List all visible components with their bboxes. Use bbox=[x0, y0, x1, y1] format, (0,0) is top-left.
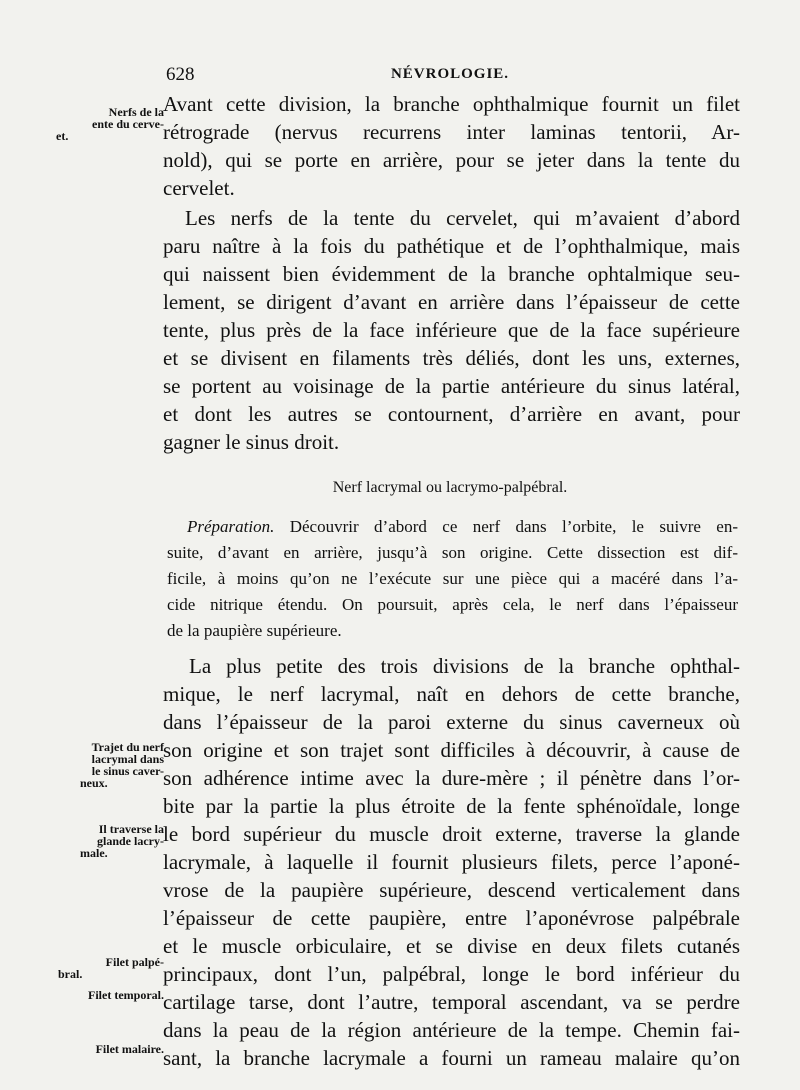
text-line: et le muscle orbiculaire, et se divise en deux filets cutanés bbox=[163, 934, 740, 958]
margin-note-trajet bbox=[44, 741, 164, 789]
margin-note-malaire bbox=[44, 1043, 164, 1055]
margin-note-line: glande lacry- bbox=[97, 834, 164, 848]
text-line: mique, le nerf lacrymal, naît en dehors de cette branche, bbox=[163, 682, 740, 706]
margin-note-line: ente du cerve- bbox=[92, 117, 164, 131]
page-header bbox=[160, 64, 740, 88]
text-line: paru naître à la fois du pathétique et de l’ophthalmique, mais bbox=[163, 234, 740, 258]
text-line: nold), qui se porte en arrière, pour se jeter dans la tente du bbox=[163, 148, 740, 172]
text-line: son adhérence intime avec la dure-mère ; il pénètre dans l’or- bbox=[163, 766, 740, 790]
preparation-label: Préparation. bbox=[187, 517, 275, 536]
margin-note-palpebral bbox=[44, 956, 164, 980]
margin-note-traverse bbox=[44, 823, 164, 859]
text-line: tente, plus près de la face inférieure que de la face supérieure bbox=[163, 318, 740, 342]
text-line: suite, d’avant en arrière, jusqu’à son origine. Cette dissection est dif- bbox=[167, 543, 738, 562]
text-line: et se divisent en filaments très déliés, dont les uns, externes, bbox=[163, 346, 740, 370]
text-line: principaux, dont l’un, palpébral, longe le bord inférieur du bbox=[163, 962, 740, 986]
text-line: son origine et son trajet sont difficiles à découvrir, à cause de bbox=[163, 738, 740, 762]
margin-note-line: Filet temporal. bbox=[88, 988, 164, 1002]
text-line: Les nerfs de la tente du cervelet, qui m’avaient d’abord bbox=[185, 206, 740, 230]
text-line: cide nitrique étendu. On poursuit, après cela, le nerf dans l’épaisseur bbox=[167, 595, 738, 614]
margin-note-line: lacrymal dans bbox=[91, 752, 164, 766]
text-line: dans l’épaisseur de la paroi externe du sinus caverneux où bbox=[163, 710, 740, 734]
text-line: dans la peau de la région antérieure de la tempe. Chemin fai- bbox=[163, 1018, 740, 1042]
running-title: NÉVROLOGIE. bbox=[390, 66, 510, 82]
margin-note-temporal bbox=[44, 989, 164, 1001]
margin-note-line: Nerfs de la bbox=[108, 105, 164, 119]
text-line: Avant cette division, la branche ophthalmique fournit un filet bbox=[163, 92, 740, 116]
margin-note-line: Il traverse la bbox=[98, 822, 164, 836]
text-line: ficile, à moins qu’on ne l’exécute sur une pièce qui a macéré dans l’a- bbox=[167, 569, 738, 588]
margin-note-line: male. bbox=[80, 846, 108, 860]
text-span: Découvrir d’abord ce nerf dans l’orbite, le suivre en- bbox=[274, 517, 738, 536]
text-line: sant, la branche lacrymale a fourni un rameau malaire qu’on bbox=[163, 1046, 740, 1070]
margin-note-nerfs-tente bbox=[44, 106, 164, 142]
margin-note-line: bral. bbox=[58, 967, 83, 981]
text-line: le bord supérieur du muscle droit externe, traverse la glande bbox=[163, 822, 740, 846]
text-line: gagner le sinus droit. bbox=[163, 430, 340, 454]
margin-note-line: Filet malaire. bbox=[95, 1042, 164, 1056]
margin-note-line: neux. bbox=[80, 776, 108, 790]
text-line: lacrymale, à laquelle il fournit plusieurs filets, perce l’aponé- bbox=[163, 850, 740, 874]
text-line: rétrograde (nervus recurrens inter laminas tentorii, Ar- bbox=[163, 120, 740, 144]
page-number: 628 bbox=[166, 64, 195, 85]
text-line: et dont les autres se contournent, d’arrière en avant, pour bbox=[163, 402, 740, 426]
text-line: vrose de la paupière supérieure, descend verticalement dans bbox=[163, 878, 740, 902]
text-line: cervelet. bbox=[163, 176, 235, 200]
text-line: de la paupière supérieure. bbox=[167, 621, 342, 640]
text-line: se portent au voisinage de la partie antérieure du sinus latéral, bbox=[163, 374, 740, 398]
text-line: l’épaisseur de cette paupière, entre l’aponévrose palpébrale bbox=[163, 906, 740, 930]
bleed-through-text bbox=[560, 70, 563, 82]
margin-note-line: Trajet du nerf bbox=[91, 740, 164, 754]
margin-note-line: et. bbox=[56, 129, 69, 143]
text-line: lement, se dirigent d’avant en arrière dans l’épaisseur de cette bbox=[163, 290, 740, 314]
text-line: qui naissent bien évidemment de la branche ophtalmique seu- bbox=[163, 262, 740, 286]
margin-note-line: Filet palpé- bbox=[105, 955, 164, 969]
text-line: bite par la partie la plus étroite de la fente sphénoïdale, longe bbox=[163, 794, 740, 818]
text-line: cartilage tarse, dont l’autre, temporal ascendant, va se perdre bbox=[163, 990, 740, 1014]
text-line: La plus petite des trois divisions de la branche ophthal- bbox=[189, 654, 740, 678]
margin-note-line: le sinus caver- bbox=[91, 764, 164, 778]
preparation-line-1 bbox=[187, 515, 738, 539]
section-title: Nerf lacrymal ou lacrymo-palpébral. bbox=[332, 479, 568, 496]
